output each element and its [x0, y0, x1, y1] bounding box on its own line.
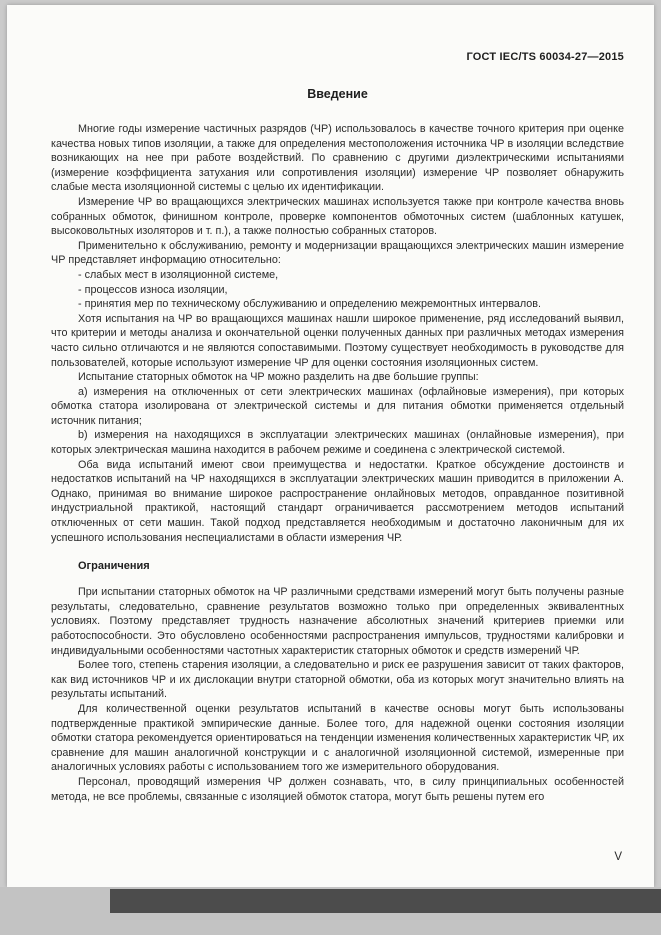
list-item-a: a) измерения на отключенных от сети электрических машинах (офлайновые измерения), при которых обмотка статора изолирована от электрической системы и для питания обмотки применяется отдельный источник питания; — [51, 385, 624, 427]
intro-paragraph: Испытание статорных обмоток на ЧР можно разделить на две большие группы: — [78, 371, 479, 384]
list-item: - принятия мер по техническому обслуживанию и определению межремонтных интервалов. — [78, 298, 542, 311]
list-item: - процессов износа изоляции, — [78, 283, 228, 296]
intro-paragraph: Хотя испытания на ЧР во вращающихся машинах нашли широкое применение, ряд исследований выявил, что критерии и методы анализа и окончательной оценки полученных данных при различных методах измерения часто сильно отличаются и не являются сопоставимыми. Поэтому существует необходимость в руководстве для пользователей, которые используют измерение ЧР для оценки состояния изоляционных систем. — [51, 312, 624, 369]
page-number: V — [614, 851, 622, 863]
limitations-paragraph: При испытании статорных обмоток на ЧР различными средствами измерений могут быть получены разные результаты, следовательно, сравнение результатов возможно только при определенных эквивалентных условиях. Поэтому представляет трудность назначение абсолютных значений критериев приемки или работоспособности. Это обусловлено особенностями распространения импульсов, трудностями калибровки и индивидуальными особенностями частотных характеристик статорных обмоток и средств измерений ЧР. — [51, 586, 624, 657]
scan-artifact-band — [110, 889, 661, 913]
intro-paragraph: Многие годы измерение частичных разрядов (ЧР) использовалось в качестве точного критерия при оценке качества новых типов изоляции, а также для определения местоположения источника ЧР в изоляции вследствие возникающих на нее при работе воздействий. По сравнению с другими диэлектрическими испытаниями (измерение коэффициента затухания или сопротивления изоляции) измерение ЧР позволяет обнаружить слабые места изоляционной системы с целью их идентификации. — [51, 123, 624, 194]
intro-paragraph: Применительно к обслуживанию, ремонту и модернизации вращающихся электрических машин измерение ЧР представляет информацию относительно: — [51, 239, 624, 267]
section-heading-limitations: Ограничения — [78, 560, 150, 573]
list-item: - слабых мест в изоляционной системе, — [78, 268, 279, 281]
limitations-paragraph: Персонал, проводящий измерения ЧР должен сознавать, что, в силу принципиальных особенностей метода, не все проблемы, связанные с изоляцией обмоток статора, могут быть решены путем его — [51, 775, 624, 803]
document-code: ГОСТ IEC/TS 60034-27—2015 — [466, 51, 624, 63]
page-title: Введение — [307, 87, 368, 101]
document-page — [7, 5, 654, 887]
intro-paragraph: Оба вида испытаний имеют свои преимущества и недостатки. Краткое обсуждение достоинств и недостатков испытаний на ЧР находящихся в эксплуатации электрических машин приводится в приложении А. Однако, принимая во внимание широкое распространение онлайновых методов, оправданное позитивной индустриальной практикой, настоящий стандарт ограничивается рассмотрением методов испытаний отключенных от сети машин. Такой подход представляется необходимым и достаточно лаконичным для их успешного использования неспециалистами в области измерения ЧР. — [51, 458, 624, 544]
list-item-b: b) измерения на находящихся в эксплуатации электрических машинах (онлайновые измерения), при которых электрическая машина находится в рабочем режиме и соединена с электрической системой. — [51, 429, 624, 457]
intro-paragraph: Измерение ЧР во вращающихся электрических машинах используется также при контроле качества вновь собранных обмоток, финишном контроле, проверке компонентов обмоточных систем (шаблонных катушек, высоковольтных изоляторов и т. п.), а также полностью собранных статоров. — [51, 195, 624, 238]
limitations-paragraph: Более того, степень старения изоляции, а следовательно и риск ее разрушения зависит от таких факторов, как вид источников ЧР и их дислокации внутри статорной обмотки, оба из которых могут значительно влиять на результаты испытаний. — [51, 659, 624, 701]
limitations-paragraph: Для количественной оценки результатов испытаний в качестве основы могут быть использованы подтвержденные практикой эмпирические данные. Более того, для надежной оценки состояния изоляции обмотки статора рекомендуется ориентироваться на тенденции изменения количественных характеристик ЧР, их сравнение для машин аналогичной конструкции и с аналогичной изоляционной системой, измеренные при аналогичных условиях работы с использованием того же измерительного оборудования. — [51, 702, 624, 774]
